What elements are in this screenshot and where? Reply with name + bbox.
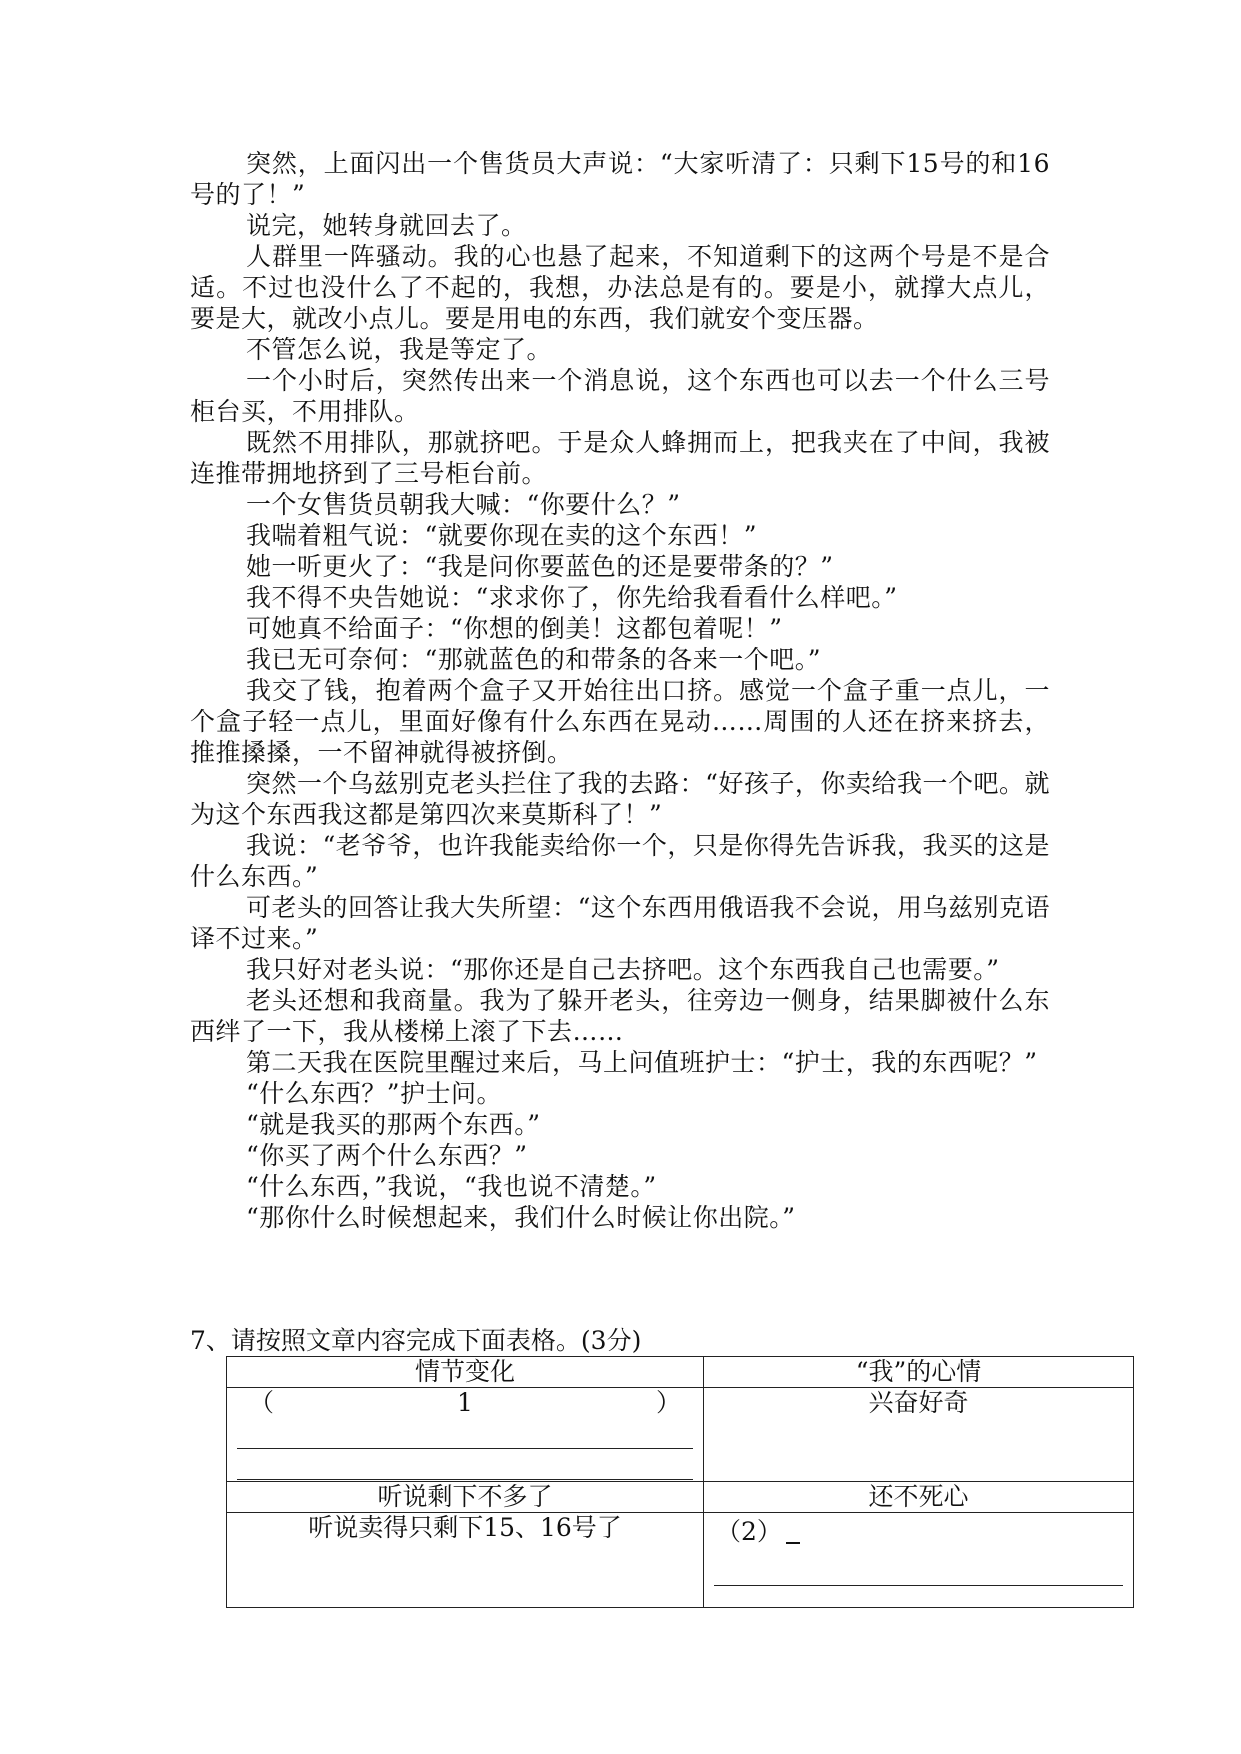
blank-1-paren — [227, 1388, 703, 1418]
table-row — [227, 1513, 1134, 1608]
blank-2-area — [704, 1513, 1133, 1607]
paragraph: 第二天我在医院里醒过来后，马上问值班护士：“护士，我的东西呢？” — [246, 1048, 1038, 1077]
paragraph: “什么东西，”我说，“我也说不清楚。” — [246, 1172, 657, 1201]
answer-line[interactable] — [237, 1449, 693, 1480]
paragraph: 我交了钱，抱着两个盒子又开始往出口挤。感觉一个盒子重一点儿，一个盒子轻一点儿，里面好像有什么东西在晃动……周围的人还在挤来挤去，推推搡搡，一不留神就得被挤倒。 — [190, 676, 1050, 767]
paragraph: 突然一个乌兹别克老头拦住了我的去路：“好孩子，你卖给我一个吧。就为这个东西我这都是第四次来莫斯科了！” — [190, 769, 1050, 829]
paragraph: 老头还想和我商量。我为了躲开老头，往旁边一侧身，结果脚被什么东西绊了一下，我从楼梯上滚了下去…… — [190, 986, 1050, 1046]
paragraph: “你买了两个什么东西？” — [246, 1141, 528, 1170]
mood-cell: 兴奋好奇 — [704, 1388, 1134, 1482]
paragraph: 一个小时后，突然传出来一个消息说，这个东西也可以去一个什么三号柜台买，不用排队。 — [190, 366, 1050, 426]
paragraph: 既然不用排队，那就挤吧。于是众人蜂拥而上，把我夹在了中间，我被连推带拥地挤到了三号柜台前。 — [190, 428, 1050, 488]
plot-cell: 听说剩下不多了 — [227, 1482, 704, 1513]
paragraph: 人群里一阵骚动。我的心也悬了起来，不知道剩下的这两个号是不是合适。不过也没什么了不起的，我想，办法总是有的。要是小，就撑大点儿，要是大，就改小点儿。要是用电的东西，我们就安个变压器。 — [190, 242, 1050, 333]
paragraph: “什么东西？”护士问。 — [246, 1079, 503, 1108]
answer-table — [226, 1356, 1134, 1608]
paragraph: 说完，她转身就回去了。 — [246, 211, 527, 240]
paragraph: 我只好对老头说：“那你还是自己去挤吧。这个东西我自己也需要。” — [246, 955, 1000, 984]
table-row — [227, 1482, 1134, 1513]
paragraph: “就是我买的那两个东西。” — [246, 1110, 541, 1139]
question-prompt: 7、请按照文章内容完成下面表格。(3分) — [190, 1326, 642, 1355]
paren-right: ） — [655, 1388, 681, 1417]
header-my-mood: “我”的心情 — [704, 1357, 1134, 1388]
mood-cell: 还不死心 — [704, 1482, 1134, 1513]
answer-line[interactable] — [714, 1585, 1123, 1586]
story-text — [190, 148, 1050, 1233]
header-plot-change: 情节变化 — [227, 1357, 704, 1388]
blank-cell-1[interactable] — [227, 1388, 704, 1482]
paragraph: 我不得不央告她说：“求求你了，你先给我看看什么样吧。” — [246, 583, 898, 612]
plot-cell: 听说卖得只剩下15、16号了 — [227, 1513, 704, 1608]
blank-cell-2[interactable] — [704, 1513, 1134, 1608]
paragraph: 她一听更火了：“我是问你要蓝色的还是要带条的？” — [246, 552, 834, 581]
paragraph: 可她真不给面子：“你想的倒美！这都包着呢！” — [246, 614, 783, 643]
blank-number-1: 1 — [457, 1388, 473, 1417]
paragraph: 我喘着粗气说：“就要你现在卖的这个东西！” — [246, 521, 758, 550]
table-header-row — [227, 1357, 1134, 1388]
paragraph: 我已无可奈何：“那就蓝色的和带条的各来一个吧。” — [246, 645, 822, 674]
paragraph: 可老头的回答让我大失所望：“这个东西用俄语我不会说，用乌兹别克语译不过来。” — [190, 893, 1050, 953]
blank-2-label — [716, 1517, 800, 1547]
paragraph: 一个女售货员朝我大喊：“你要什么？” — [246, 490, 681, 519]
paragraph: 不管怎么说，我是等定了。 — [246, 335, 553, 364]
blank-number-2: （2） — [716, 1517, 782, 1546]
paragraph: “那你什么时候想起来，我们什么时候让你出院。” — [246, 1203, 796, 1232]
paren-left: （ — [249, 1388, 275, 1417]
paragraph: 我说：“老爷爷，也许我能卖给你一个，只是你得先告诉我，我买的这是什么东西。” — [190, 831, 1050, 891]
short-blank[interactable] — [786, 1520, 800, 1544]
table-row — [227, 1388, 1134, 1482]
paragraph: 突然，上面闪出一个售货员大声说：“大家听清了：只剩下15号的和16号的了！” — [190, 149, 1050, 209]
answer-line[interactable] — [237, 1418, 693, 1449]
